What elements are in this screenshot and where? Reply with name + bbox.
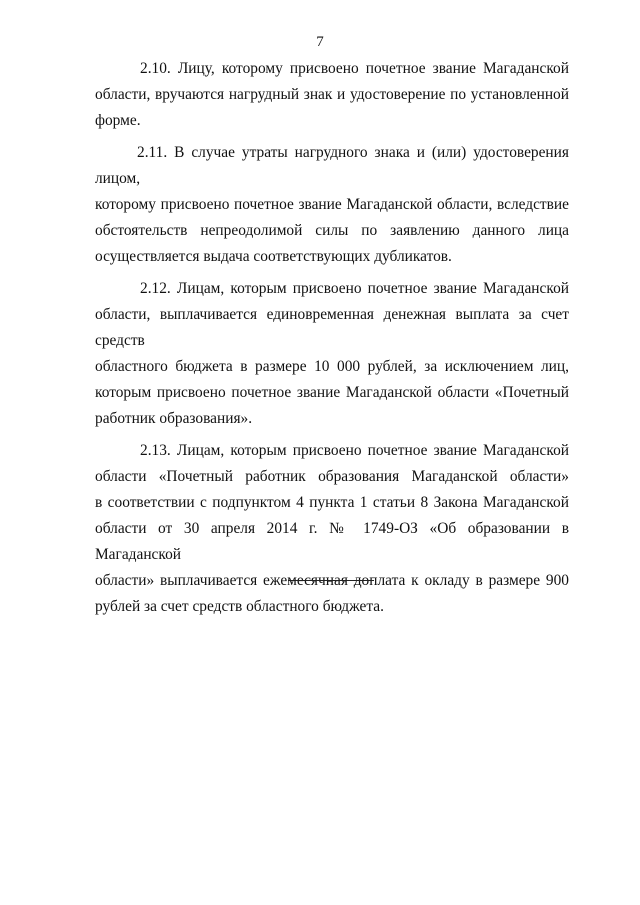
text-line: областного бюджета в размере 10 000 рублей, за исключением лиц, — [95, 358, 569, 375]
text-line: которому присвоено почетное звание Магаданской области, вследствие — [95, 196, 569, 213]
text-line: области «Почетный работник образования Магаданской области» — [95, 468, 569, 485]
text-line: 2.11. В случае утраты нагрудного знака и (или) удостоверения лицом, — [95, 144, 569, 187]
text-line: в соответствии с подпунктом 4 пункта 1 статьи 8 Закона Магаданской — [95, 494, 569, 511]
text-line: обстоятельств непреодолимой силы по заявлению данного лица — [95, 222, 569, 239]
text-line: рублей за счет средств областного бюджета. — [95, 598, 384, 615]
text-line: области» выплачивается ежемесячная доплата к окладу в размере 900 — [95, 572, 569, 589]
paragraph-2-11 — [95, 140, 569, 270]
page-number: 7 — [316, 34, 324, 50]
text-line: форме. — [95, 112, 141, 129]
text-line: 2.13. Лицам, которым присвоено почетное звание Магаданской — [140, 442, 569, 459]
text-line: работник образования». — [95, 410, 253, 427]
paragraph-2-13 — [95, 438, 569, 620]
paragraph-2-12 — [95, 276, 569, 432]
paragraph-2-10 — [95, 56, 569, 134]
document-body — [95, 56, 569, 626]
end-of-text-divider — [288, 580, 374, 581]
text-line: области, вручаются нагрудный знак и удостоверение по установленной — [95, 86, 569, 103]
text-line: которым присвоено почетное звание Магаданской области «Почетный — [95, 384, 569, 401]
text-line: 2.12. Лицам, которым присвоено почетное звание Магаданской — [140, 280, 569, 297]
text-line: области от 30 апреля 2014 г. № 1749-ОЗ «Об образовании в Магаданской — [95, 520, 569, 563]
text-line: 2.10. Лицу, которому присвоено почетное звание Магаданской — [140, 60, 569, 77]
text-line: осуществляется выдача соответствующих дубликатов. — [95, 248, 452, 265]
text-line: области, выплачивается единовременная денежная выплата за счет средств — [95, 306, 569, 349]
